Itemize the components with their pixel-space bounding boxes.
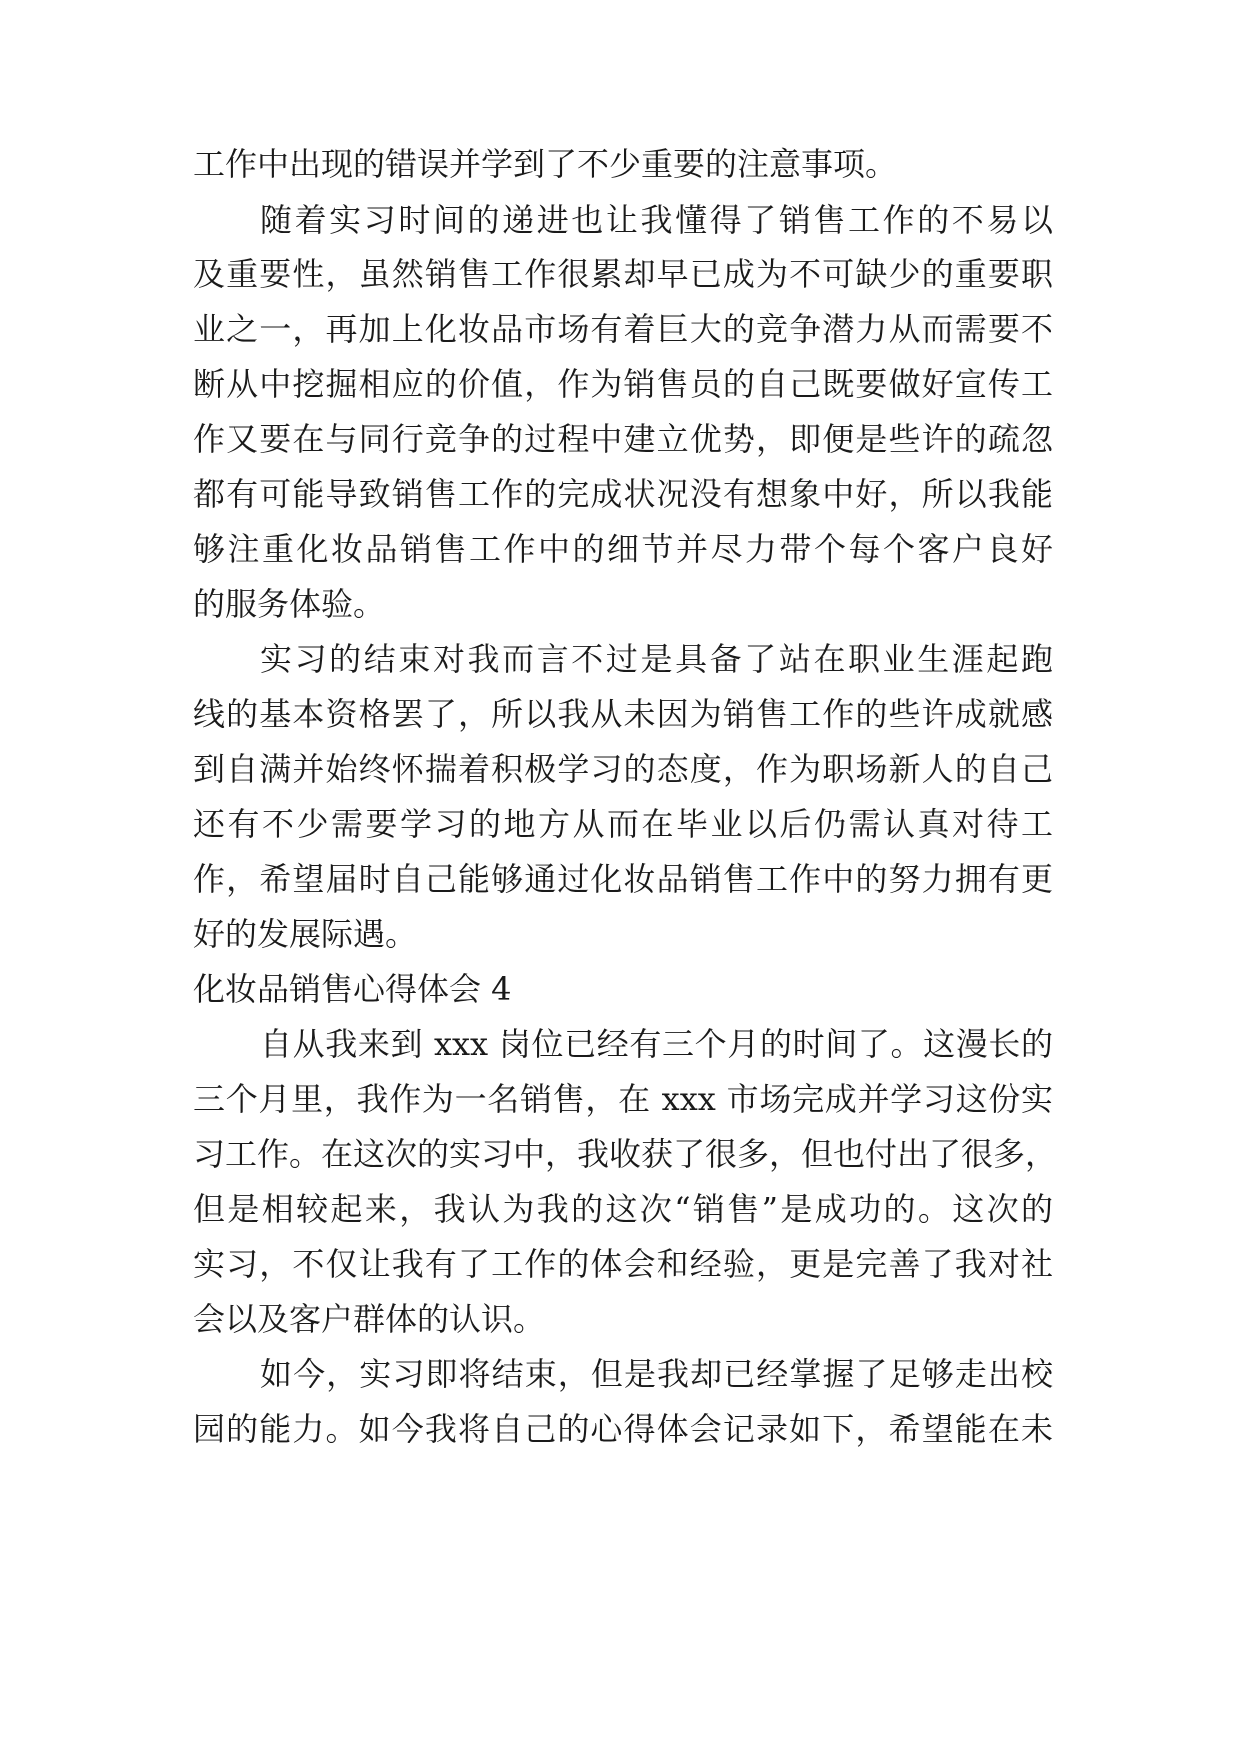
- text-line: 作，希望届时自己能够通过化妆品销售工作中的努力拥有更: [193, 860, 1053, 898]
- section-heading: 化妆品销售心得体会 4: [193, 970, 512, 1008]
- text-line: 到自满并始终怀揣着积极学习的态度，作为职场新人的自己: [193, 750, 1053, 788]
- text-line: 会以及客户群体的认识。: [193, 1300, 546, 1338]
- text-line: 都有可能导致销售工作的完成状况没有想象中好，所以我能: [193, 475, 1053, 513]
- text-line: 实习，不仅让我有了工作的体会和经验，更是完善了我对社: [193, 1245, 1053, 1283]
- paragraph-first-line: 随着实习时间的递进也让我懂得了销售工作的不易以: [260, 201, 1053, 239]
- text-line: 园的能力。如今我将自己的心得体会记录如下，希望能在未: [193, 1410, 1053, 1448]
- paragraph-first-line: 如今，实习即将结束，但是我却已经掌握了足够走出校: [260, 1355, 1053, 1393]
- text-line: 但是相较起来，我认为我的这次“销售”是成功的。这次的: [193, 1190, 1053, 1228]
- paragraph-first-line: 自从我来到 xxx 岗位已经有三个月的时间了。这漫长的: [260, 1025, 1053, 1063]
- text-line: 三个月里，我作为一名销售，在 xxx 市场完成并学习这份实: [193, 1080, 1053, 1118]
- text-line: 工作中出现的错误并学到了不少重要的注意事项。: [193, 145, 898, 183]
- text-line: 还有不少需要学习的地方从而在毕业以后仍需认真对待工: [193, 805, 1053, 843]
- text-line: 线的基本资格罢了，所以我从未因为销售工作的些许成就感: [193, 695, 1053, 733]
- text-line: 作又要在与同行竞争的过程中建立优势，即便是些许的疏忽: [193, 420, 1053, 458]
- text-line: 及重要性，虽然销售工作很累却早已成为不可缺少的重要职: [193, 255, 1053, 293]
- paragraph-first-line: 实习的结束对我而言不过是具备了站在职业生涯起跑: [260, 640, 1053, 678]
- text-line: 断从中挖掘相应的价值，作为销售员的自己既要做好宣传工: [193, 365, 1053, 403]
- text-line: 的服务体验。: [193, 585, 386, 623]
- text-line: 习工作。在这次的实习中，我收获了很多，但也付出了很多，: [193, 1135, 1058, 1173]
- text-line: 业之一，再加上化妆品市场有着巨大的竞争潜力从而需要不: [193, 310, 1053, 348]
- text-line: 好的发展际遇。: [193, 915, 418, 953]
- text-line: 够注重化妆品销售工作中的细节并尽力带个每个客户良好: [193, 530, 1053, 568]
